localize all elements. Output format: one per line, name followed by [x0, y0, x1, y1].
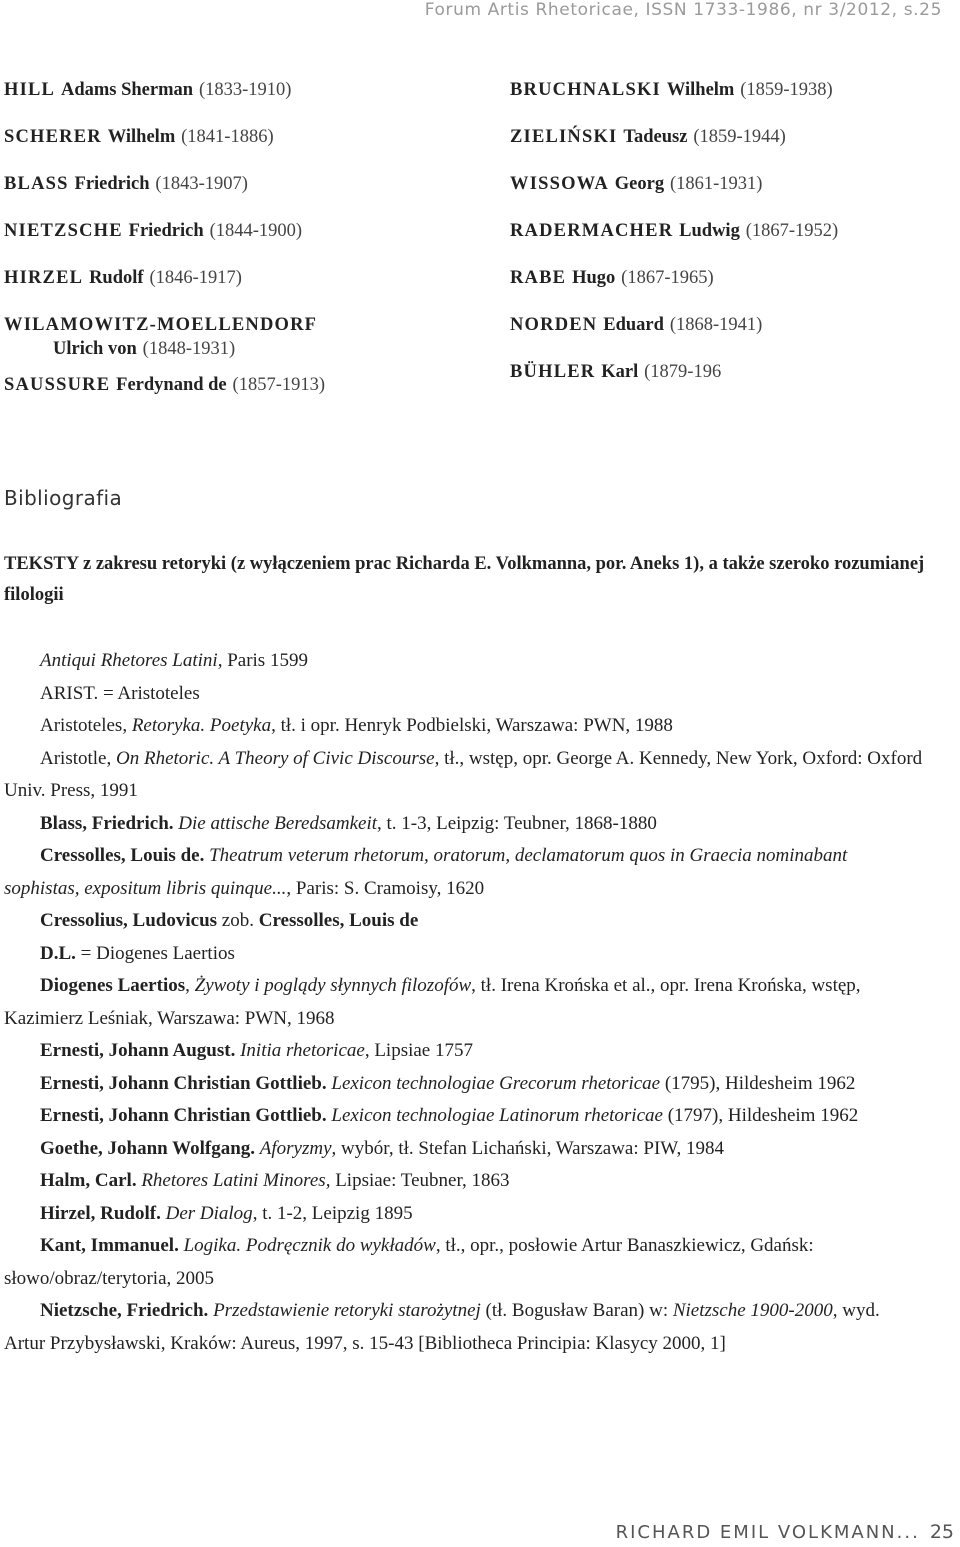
bibliography-entry [4, 1100, 924, 1133]
person-dates: (1844-1900) [209, 221, 303, 241]
person-dates: (1833-1910) [198, 80, 292, 100]
entry-text: , t. 1-3, Leipzig: Teubner, 1868-1880 [377, 812, 657, 834]
person-given-name: Karl [601, 362, 639, 382]
entry-author: Goethe, Johann Wolfgang. [40, 1137, 260, 1159]
person-surname: RABE [510, 268, 567, 288]
person-entry [4, 125, 325, 149]
bibliography-entry [4, 1133, 924, 1166]
entry-text: , [185, 975, 195, 996]
bibliography-entry [4, 905, 924, 938]
entry-text: , t. 1-2, Leipzig 1895 [252, 1202, 413, 1224]
person-line-continuation [4, 337, 325, 361]
entry-author: Diogenes Laertios [40, 975, 186, 996]
person-surname: SCHERER [4, 127, 102, 147]
entry-author: Blass, Friedrich. [40, 812, 179, 834]
person-surname: RADERMACHER [510, 221, 674, 241]
person-given-name: Wilhelm [666, 80, 735, 100]
entry-text: , Paris 1599 [217, 650, 308, 671]
person-given-name: Ferdynand de [116, 375, 227, 395]
person-surname: HIRZEL [4, 268, 84, 288]
person-given-name: Ulrich von [53, 339, 137, 359]
person-entry [4, 266, 325, 290]
entry-title: Initia rhetoricae [240, 1040, 365, 1061]
person-entry [4, 373, 325, 397]
person-surname: BLASS [4, 174, 69, 194]
person-dates: (1843-1907) [155, 174, 248, 194]
bibliography-entry [4, 808, 924, 841]
bibliography-entry [4, 1295, 924, 1360]
person-surname: NIETZSCHE [4, 221, 123, 241]
person-entry [4, 172, 325, 196]
entry-text: Aristotle, [40, 747, 116, 769]
entry-title: Antiqui Rhetores Latini [40, 650, 218, 671]
entry-title: Logika. Podręcznik do wykładów [183, 1235, 436, 1256]
entry-author: Kant, Immanuel. [40, 1235, 184, 1256]
entry-author: Cressolles, Louis de. [40, 845, 210, 866]
entry-text: , tł., opr., posłowie Artur Banaszkiewicz, Gdańsk: słowo/obraz/terytoria, 2005 [4, 1235, 814, 1289]
running-title: RICHARD EMIL VOLKMANN... [615, 1522, 920, 1543]
entry-title: Lexicon technologiae Grecorum rhetoricae [331, 1072, 661, 1094]
person-given-name: Rudolf [89, 268, 144, 288]
person-given-name: Tadeusz [623, 127, 688, 147]
bibliography-entry [4, 743, 924, 808]
entry-text: , tł. i opr. Henryk Podbielski, Warszawa: PWN, 1988 [271, 715, 673, 736]
person-surname: SAUSSURE [4, 375, 111, 395]
entry-text: , tł., wstęp, opr. George A. Kennedy, New York, Oxford: Oxford Univ. Press, 1991 [4, 747, 923, 801]
person-dates: (1859-1944) [693, 127, 786, 147]
bibliography-entry [4, 645, 924, 678]
entry-text: (tł. Bogusław Baran) w: [480, 1300, 673, 1321]
entry-text: Lipsiae: Teubner, 1863 [330, 1170, 510, 1191]
person-dates: (1861-1931) [669, 174, 763, 194]
person-dates: (1848-1931) [142, 339, 236, 359]
person-given-name: Friedrich [74, 174, 150, 194]
person-entry [510, 313, 838, 337]
entry-title: Rhetores Latini Minores, [141, 1170, 331, 1191]
bibliography-entry [4, 678, 924, 711]
entry-author: Ernesti, Johann August. [40, 1040, 241, 1061]
section-title: Bibliografia [4, 486, 123, 510]
person-entry [510, 219, 838, 243]
entry-author: Cressolles, Louis de [258, 910, 419, 931]
person-given-name: Ludwig [679, 221, 740, 241]
entry-title: Żywoty i poglądy słynnych filozofów [194, 975, 472, 996]
person-surname: WISSOWA [510, 174, 609, 194]
entry-title: Der Dialog [165, 1202, 253, 1224]
entry-text: = Diogenes Laertios [80, 942, 235, 964]
entry-text: , Paris: S. Cramoisy, 1620 [286, 877, 485, 899]
person-dates: (1867-1952) [745, 221, 839, 241]
entry-title: Lexicon technologiae Latinorum rhetoricae [331, 1105, 663, 1126]
person-given-name: Wilhelm [107, 127, 176, 147]
page-number: 25 [929, 1521, 954, 1543]
persons-column-left [4, 78, 325, 420]
person-dates: (1846-1917) [149, 268, 242, 288]
entry-text: , wyd. Artur Przybysławski, Kraków: Aureus, 1997, s. 15-43 [Bibliotheca Principia: Klasycy 2000, 1] [4, 1300, 880, 1354]
page-footer [616, 1521, 954, 1543]
entry-text: ARIST. = Aristoteles [40, 682, 200, 704]
bibliography-entry [4, 1198, 924, 1231]
sub-heading: TEKSTY z zakresu retoryki (z wyłączeniem prac Richarda E. Volkmanna, por. Aneks 1), a także szeroko rozumianej filologii [4, 554, 925, 605]
entry-author: Cressolius, Ludovicus [40, 910, 222, 931]
entry-text: zob. [221, 910, 259, 931]
entry-title: On Rhetoric. A Theory of Civic Discourse [116, 747, 435, 769]
person-entry [510, 172, 838, 196]
person-given-name: Hugo [572, 268, 616, 288]
person-dates: (1841-1886) [181, 127, 274, 147]
entry-text: , Lipsiae 1757 [364, 1040, 473, 1061]
entry-title: Przedstawienie retoryki starożytnej [213, 1300, 481, 1321]
bibliography-entry [4, 1068, 924, 1101]
entry-title: Aforyzmy [259, 1137, 332, 1159]
person-surname: BRUCHNALSKI [510, 80, 661, 100]
entry-text: Aristoteles, [40, 715, 132, 736]
entry-title: Theatrum veterum rhetorum, oratorum, declamatorum quos in Graecia nominabant sophistas, expositum libris quinque... [4, 845, 848, 899]
entry-title: Die attische Beredsamkeit [178, 812, 378, 834]
entry-author: Halm, Carl. [40, 1170, 142, 1191]
entry-author: D.L. [40, 942, 81, 964]
person-surname: ZIELIŃSKI [510, 127, 618, 147]
person-dates: (1857-1913) [232, 375, 326, 395]
person-entry [4, 78, 325, 102]
person-surname: NORDEN [510, 315, 598, 335]
person-dates: (1868-1941) [669, 315, 763, 335]
entry-text: , tł. Irena Krońska et al., opr. Irena Krońska, wstęp, Kazimierz Leśniak, Warszawa: PWN, 1968 [4, 975, 861, 1029]
person-entry [510, 78, 838, 102]
person-given-name: Friedrich [128, 221, 204, 241]
bibliography-entry [4, 710, 924, 743]
entry-author: Hirzel, Rudolf. [40, 1202, 166, 1224]
bibliography-list [4, 645, 924, 1360]
bibliography-entry [4, 938, 924, 971]
running-head: Forum Artis Rhetoricae, ISSN 1733-1986, nr 3/2012, s.25 [424, 0, 942, 20]
bibliography-entry [4, 840, 924, 905]
entry-author: Ernesti, Johann Christian Gottlieb. [40, 1105, 332, 1126]
entry-text: (1795), Hildesheim 1962 [660, 1072, 856, 1094]
entry-title: Nietzsche 1900-2000 [672, 1300, 833, 1321]
entry-author: Ernesti, Johann Christian Gottlieb. [40, 1072, 332, 1094]
person-entry [510, 125, 838, 149]
bibliography-entry [4, 1165, 924, 1198]
entry-title: Retoryka. Poetyka [131, 715, 272, 736]
person-given-name: Adams Sherman [60, 80, 194, 100]
person-dates: (1879-196 [644, 362, 722, 382]
bibliography-entry [4, 1035, 924, 1068]
entry-text: (1797), Hildesheim 1962 [662, 1105, 859, 1126]
person-entry [510, 266, 838, 290]
person-given-name: Georg [614, 174, 665, 194]
persons-column-right [510, 78, 838, 407]
bibliography-entry [4, 1230, 924, 1295]
person-surname: WILAMOWITZ-MOELLENDORF [4, 315, 318, 335]
entry-text: , wybór, tł. Stefan Lichański, Warszawa: PIW, 1984 [331, 1137, 724, 1159]
person-entry [510, 360, 838, 384]
person-entry [4, 219, 325, 243]
entry-author: Nietzsche, Friedrich. [40, 1300, 214, 1321]
person-dates: (1859-1938) [740, 80, 833, 100]
person-entry [4, 313, 325, 361]
person-surname: BÜHLER [510, 362, 596, 382]
person-dates: (1867-1965) [621, 268, 714, 288]
person-surname: HILL [4, 80, 56, 100]
person-given-name: Eduard [603, 315, 664, 335]
bibliography-entry [4, 970, 924, 1035]
